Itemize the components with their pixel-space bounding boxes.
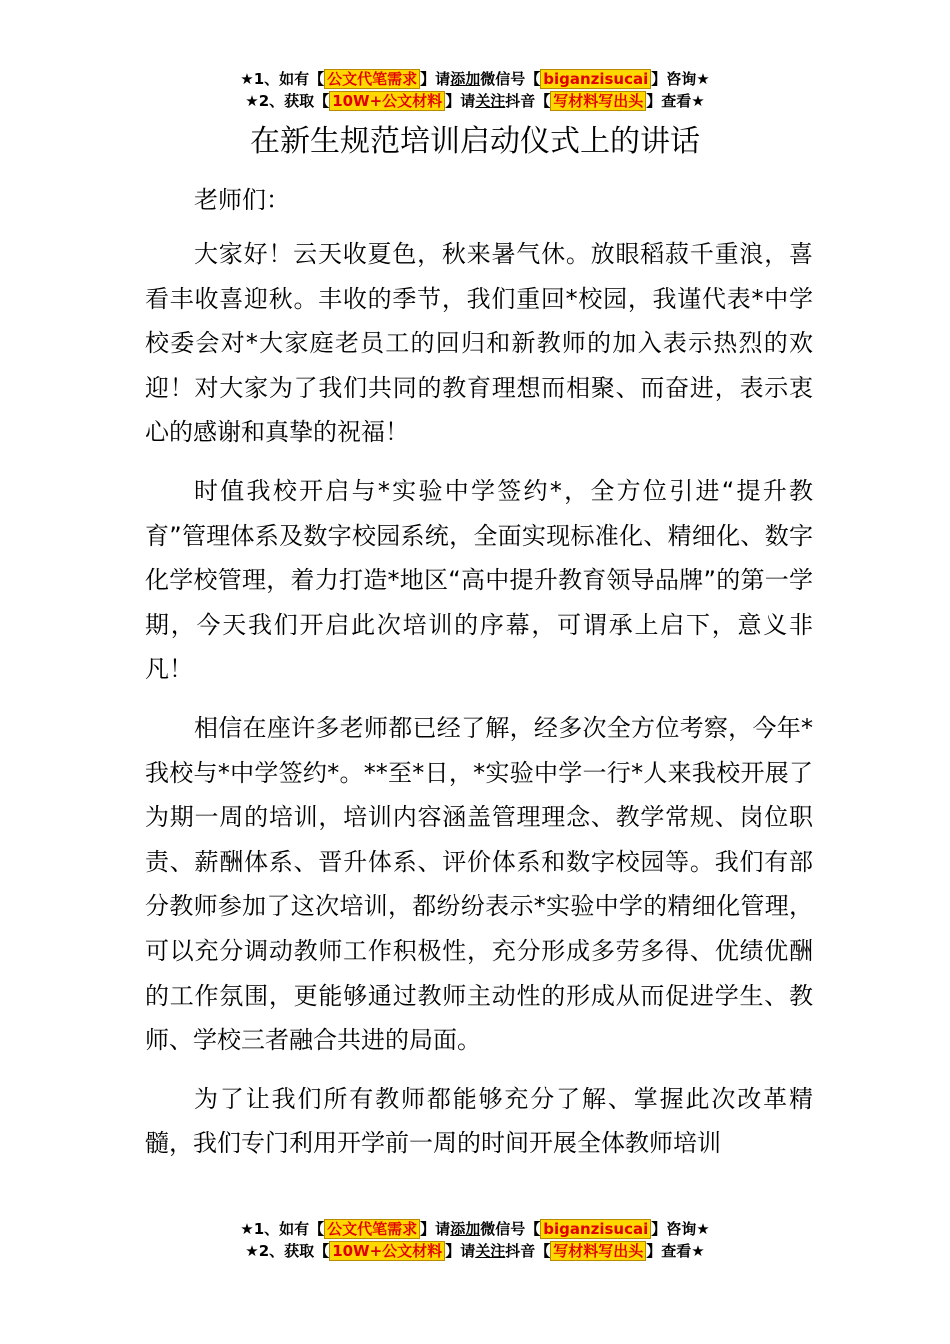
banner-text: 抖音【	[505, 92, 551, 110]
highlight-wechat-id: biganzisucai	[540, 69, 651, 89]
underlined-text: 关注	[475, 92, 506, 110]
banner-text: 】咨询★	[651, 1220, 710, 1238]
salutation: 老师们：	[194, 186, 290, 214]
banner-text: 】咨询★	[651, 70, 710, 88]
paragraph: 为了让我们所有教师都能够充分了解、掌握此次改革精髓，我们专门利用开学前一周的时间开展全体教师培训	[145, 1084, 813, 1158]
underlined-text: 添加	[450, 1220, 481, 1238]
banner-text: 】请	[445, 92, 476, 110]
banner-text: 微信号【	[480, 70, 541, 88]
banner-text: 微信号【	[480, 1220, 541, 1238]
highlight-label: 公文代笔需求	[324, 69, 420, 89]
banner-text: 】查看★	[646, 92, 705, 110]
banner-text: ★2、获取【	[245, 1242, 330, 1260]
underlined-text: 添加	[450, 70, 481, 88]
banner-line-2	[0, 90, 950, 112]
highlight-douyin-id: 写材料写出头	[550, 1241, 646, 1261]
banner-text: 抖音【	[505, 1242, 551, 1260]
highlight-label: 10W+公文材料	[329, 1241, 445, 1261]
highlight-label: 公文代笔需求	[324, 1219, 420, 1239]
top-banner	[0, 68, 950, 112]
paragraph: 时值我校开启与*实验中学签约*，全方位引进“提升教育”管理体系及数字校园系统，全面实现标准化、精细化、数字化学校管理，着力打造*地区“高中提升教育领导品牌”的第一学期，今天我们开启此次培训的序幕，可谓承上启下，意义非凡！	[145, 476, 813, 684]
banner-text: ★1、如有【	[240, 1220, 325, 1238]
highlight-label: 10W+公文材料	[329, 91, 445, 111]
banner-text: ★2、获取【	[245, 92, 330, 110]
banner-text: 】请	[420, 1220, 451, 1238]
banner-text: 】查看★	[646, 1242, 705, 1260]
highlight-douyin-id: 写材料写出头	[550, 91, 646, 111]
bottom-banner	[0, 1218, 950, 1262]
banner-line-1	[0, 1218, 950, 1240]
paragraph: 大家好！云天收夏色，秋来暑气休。放眼稻菽千重浪，喜看丰收喜迎秋。丰收的季节，我们重回*校园，我谨代表*中学校委会对*大家庭老员工的回归和新教师的加入表示热烈的欢迎！对大家为了我们共同的教育理想而相聚、而奋进，表示衷心的感谢和真挚的祝福！	[145, 240, 813, 447]
banner-text: 】请	[420, 70, 451, 88]
banner-line-2	[0, 1240, 950, 1262]
banner-line-1	[0, 68, 950, 90]
document-title: 在新生规范培训启动仪式上的讲话	[250, 124, 700, 159]
banner-text: ★1、如有【	[240, 70, 325, 88]
highlight-wechat-id: biganzisucai	[540, 1219, 651, 1239]
paragraph: 相信在座许多老师都已经了解，经多次全方位考察，今年*我校与*中学签约*。**至*日，*实验中学一行*人来我校开展了为期一周的培训，培训内容涵盖管理理念、教学常规、岗位职责、薪酬体系、晋升体系、评价体系和数字校园等。我们有部分教师参加了这次培训，都纷纷表示*实验中学的精细化管理，可以充分调动教师工作积极性，充分形成多劳多得、优绩优酬的工作氛围，更能够通过教师主动性的形成从而促进学生、教师、学校三者融合共进的局面。	[145, 713, 813, 1055]
document-body	[145, 232, 813, 1180]
banner-text: 】请	[445, 1242, 476, 1260]
underlined-text: 关注	[475, 1242, 506, 1260]
